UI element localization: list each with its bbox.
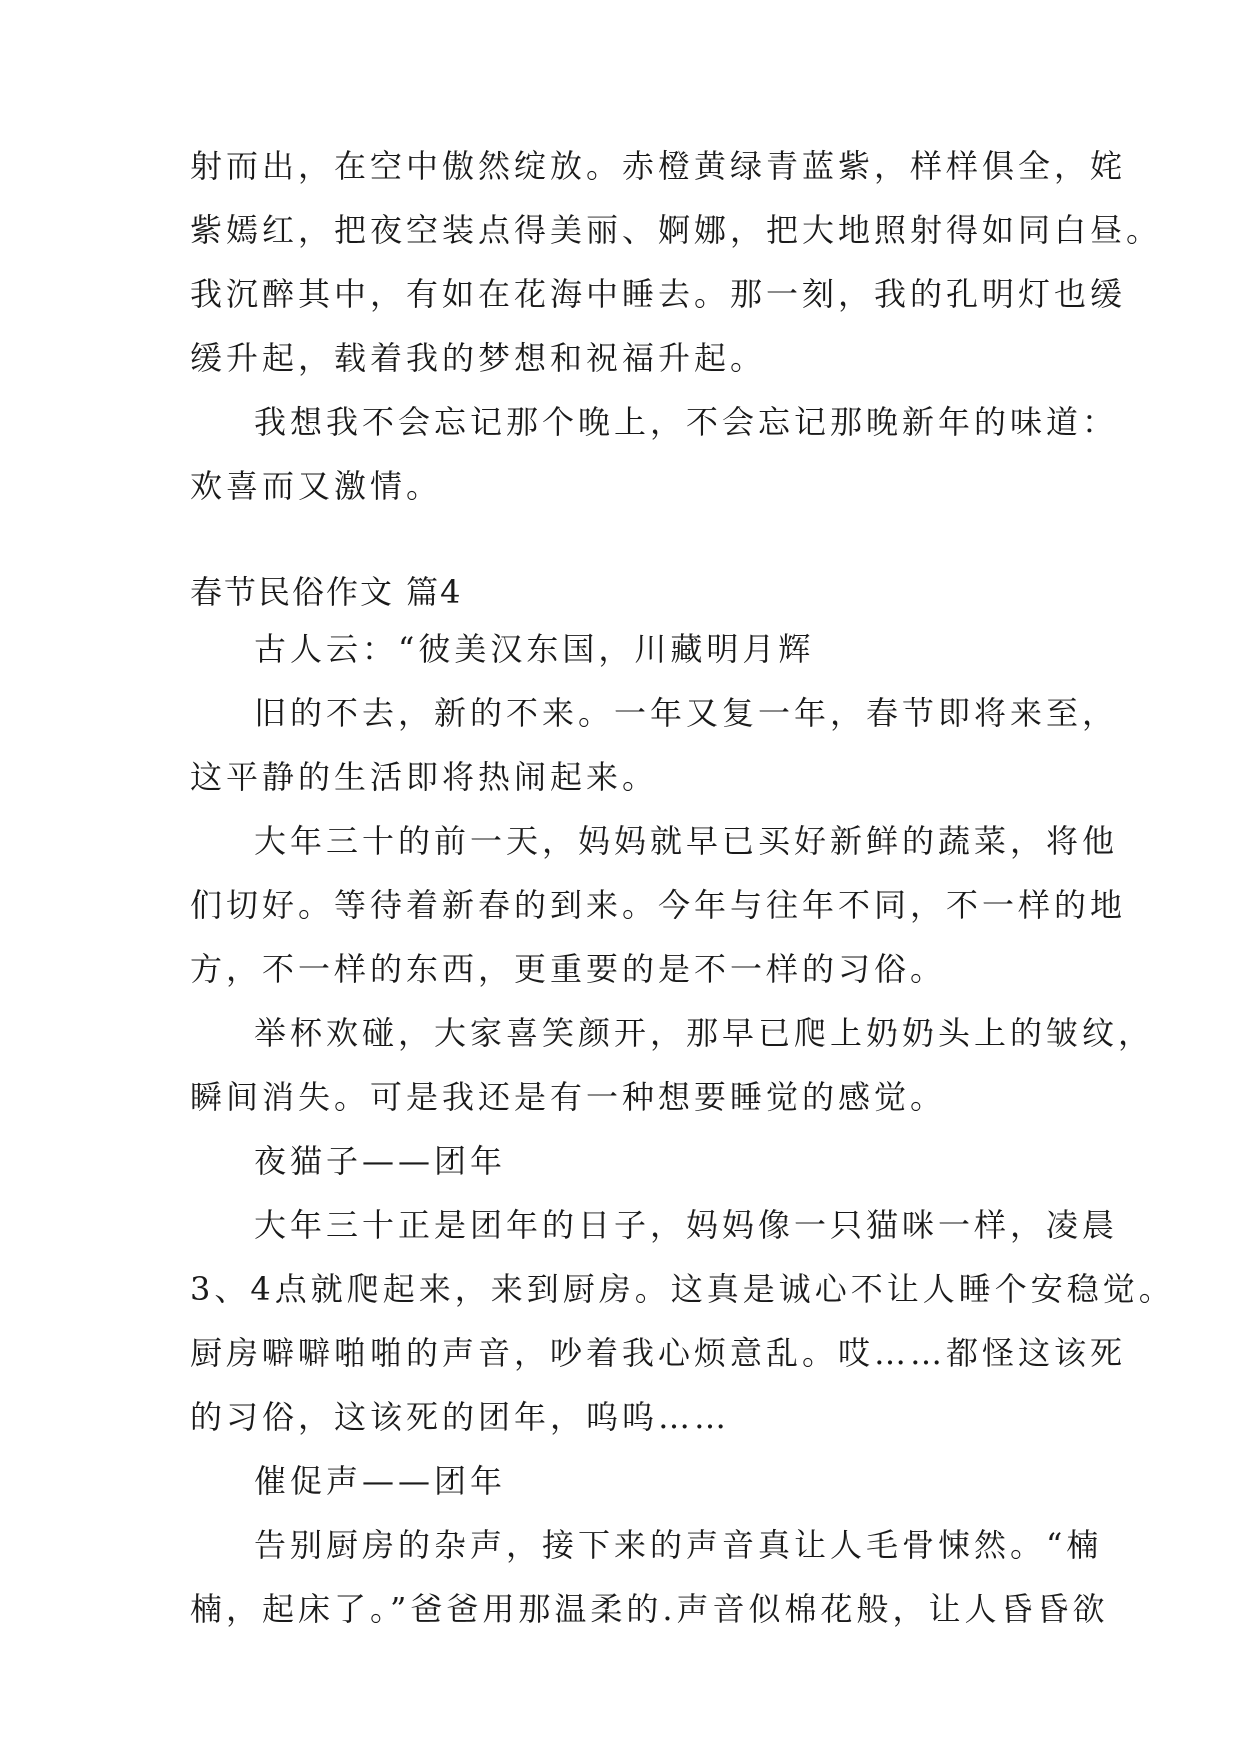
subheading: 夜猫子——团年 bbox=[254, 1142, 507, 1180]
text-line: 射而出，在空中傲然绽放。赤橙黄绿青蓝紫，样样俱全，姹 bbox=[190, 147, 1127, 185]
section-title: 春节民俗作文 篇4 bbox=[190, 573, 463, 611]
paragraph-start: 大年三十的前一天，妈妈就早已买好新鲜的蔬菜，将他 bbox=[254, 822, 1119, 860]
text-line: 瞬间消失。可是我还是有一种想要睡觉的感觉。 bbox=[190, 1078, 947, 1116]
text-line: 紫嫣红，把夜空装点得美丽、婀娜，把大地照射得如同白昼。 bbox=[190, 211, 1163, 249]
paragraph-start: 举杯欢碰，大家喜笑颜开，那早已爬上奶奶头上的皱纹， bbox=[254, 1014, 1155, 1052]
text-line: 们切好。等待着新春的到来。今年与往年不同，不一样的地 bbox=[190, 886, 1127, 924]
paragraph-start: 告别厨房的杂声，接下来的声音真让人毛骨悚然。“楠 bbox=[254, 1526, 1103, 1564]
paragraph-start: 古人云：“彼美汉东国，川藏明月辉 bbox=[254, 630, 815, 668]
paragraph-start: 我想我不会忘记那个晚上，不会忘记那晚新年的味道： bbox=[254, 403, 1119, 441]
text-line: 缓升起，载着我的梦想和祝福升起。 bbox=[190, 339, 767, 377]
text-line: 这平静的生活即将热闹起来。 bbox=[190, 758, 659, 796]
text-line: 的习俗，这该死的团年，呜呜…… bbox=[190, 1398, 731, 1436]
subheading: 催促声——团年 bbox=[254, 1462, 507, 1500]
paragraph-start: 大年三十正是团年的日子，妈妈像一只猫咪一样，凌晨 bbox=[254, 1206, 1119, 1244]
text-line: 欢喜而又激情。 bbox=[190, 467, 443, 505]
text-line: 我沉醉其中，有如在花海中睡去。那一刻，我的孔明灯也缓 bbox=[190, 275, 1127, 313]
text-line: 厨房噼噼啪啪的声音，吵着我心烦意乱。哎……都怪这该死 bbox=[190, 1334, 1127, 1372]
text-line: 3、4点就爬起来，来到厨房。这真是诚心不让人睡个安稳觉。 bbox=[190, 1270, 1175, 1308]
text-line: 方，不一样的东西，更重要的是不一样的习俗。 bbox=[190, 950, 947, 988]
text-line: 楠，起床了。”爸爸用那温柔的.声音似棉花般，让人昏昏欲 bbox=[190, 1590, 1109, 1628]
paragraph-start: 旧的不去，新的不来。一年又复一年，春节即将来至， bbox=[254, 694, 1119, 732]
